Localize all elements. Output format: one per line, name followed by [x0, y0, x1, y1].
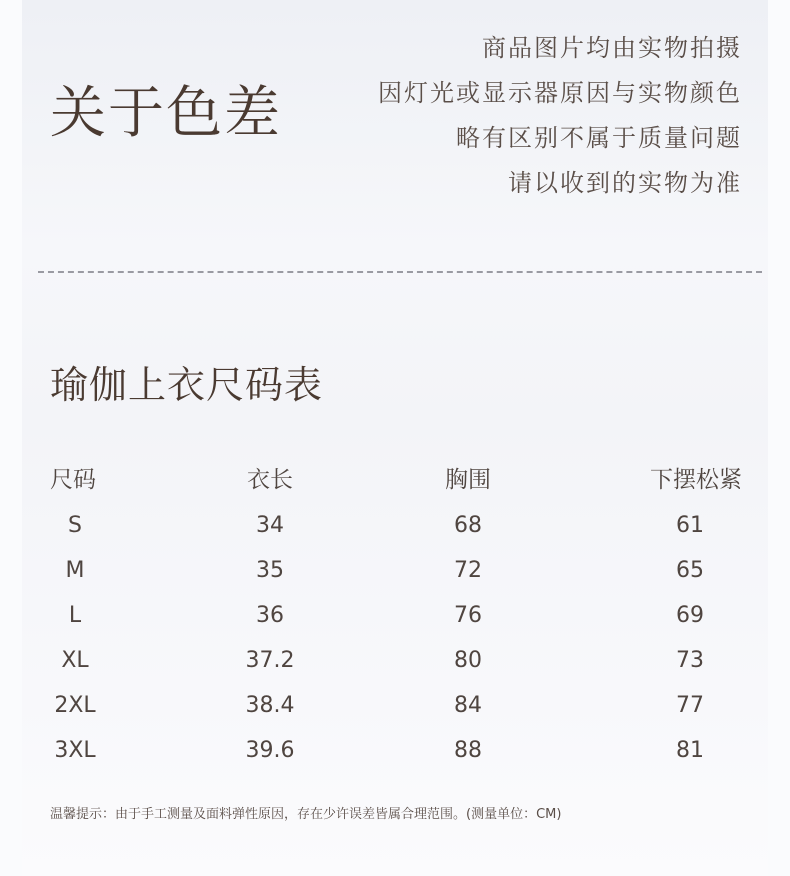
header-hem: 下摆松紧: [650, 467, 742, 493]
color-note-line: 略有区别不属于质量问题: [456, 124, 742, 152]
header-size: 尺码: [50, 467, 96, 493]
length-cell: 39.6: [245, 738, 295, 763]
header-chest: 胸围: [445, 467, 491, 493]
hem-cell: 65: [676, 558, 704, 583]
size-cell: S: [68, 513, 82, 538]
hem-cell: 81: [676, 738, 704, 763]
table-row: [0, 728, 790, 773]
length-cell: 35: [256, 558, 284, 583]
length-cell: 37.2: [245, 648, 295, 673]
size-cell: XL: [61, 648, 89, 673]
color-note-line: 商品图片均由实物拍摄: [482, 34, 742, 62]
color-note-line: 请以收到的实物为准: [508, 169, 742, 197]
size-chart-title: 瑜伽上衣尺码表: [50, 363, 324, 407]
table-row: [0, 503, 790, 548]
chest-cell: 88: [454, 738, 482, 763]
table-row: [0, 638, 790, 683]
measurement-footnote: 温馨提示：由于手工测量及面料弹性原因，存在少许误差皆属合理范围。(测量单位：CM): [50, 807, 562, 822]
size-cell: 3XL: [54, 738, 96, 763]
chest-cell: 72: [454, 558, 482, 583]
chest-cell: 80: [454, 648, 482, 673]
length-cell: 38.4: [245, 693, 295, 718]
hem-cell: 77: [676, 693, 704, 718]
color-note-line: 因灯光或显示器原因与实物颜色: [378, 79, 742, 107]
chest-cell: 68: [454, 513, 482, 538]
color-difference-title: 关于色差: [50, 81, 282, 146]
header-length: 衣长: [247, 467, 293, 493]
table-row: [0, 593, 790, 638]
size-table: [0, 458, 790, 773]
size-cell: L: [68, 603, 82, 628]
dashed-divider: [38, 271, 762, 273]
chest-cell: 84: [454, 693, 482, 718]
hem-cell: 69: [676, 603, 704, 628]
table-row: [0, 548, 790, 593]
table-header-row: [0, 458, 790, 503]
size-cell: 2XL: [54, 693, 96, 718]
color-difference-notes: [378, 26, 742, 206]
chest-cell: 76: [454, 603, 482, 628]
hem-cell: 61: [676, 513, 704, 538]
table-row: [0, 683, 790, 728]
size-cell: M: [65, 558, 85, 583]
length-cell: 34: [256, 513, 284, 538]
hem-cell: 73: [676, 648, 704, 673]
length-cell: 36: [256, 603, 284, 628]
